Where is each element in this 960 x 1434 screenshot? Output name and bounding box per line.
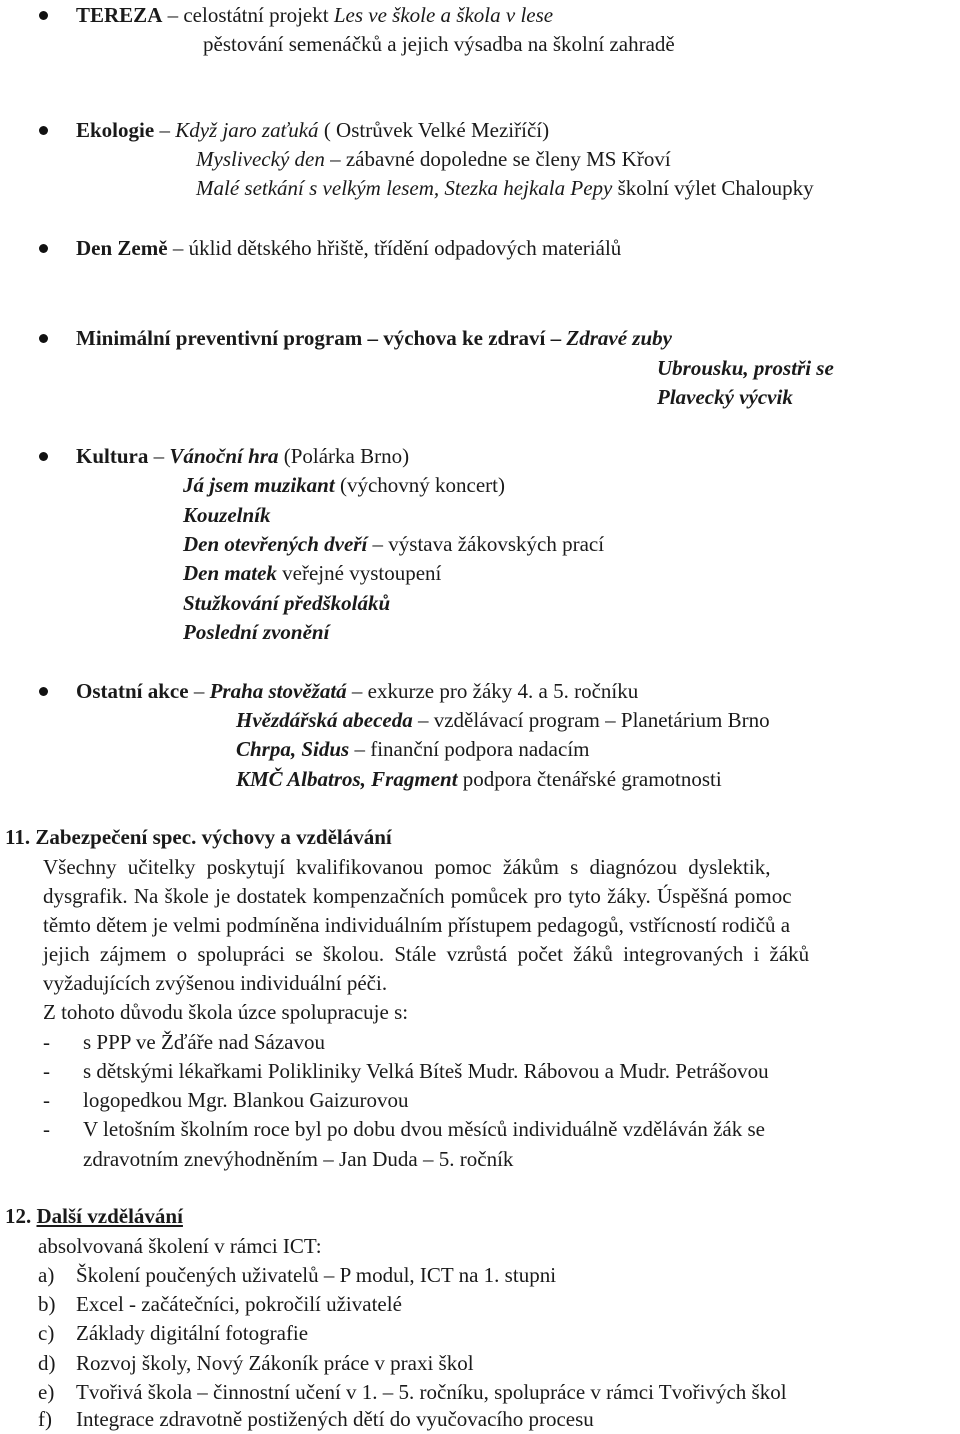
training-label: b) <box>38 1292 56 1316</box>
muzikant-line <box>183 472 505 498</box>
bullet-icon <box>39 11 48 20</box>
plavecky-line: Plavecký výcvik <box>657 385 793 409</box>
bullet-icon <box>39 687 48 696</box>
s11-paragraph-line-3: těmto dětem je velmi podmíněna individuálním přístupem pedagogů, vstřícností rodičů a <box>43 913 791 937</box>
ostatni-akce-title: Ostatní akce <box>76 679 189 703</box>
praha-event: Praha stověžatá <box>209 679 347 703</box>
prevence-title: Minimální preventivní program – výchova ke zdraví – <box>76 326 567 350</box>
tereza-project: Les ve škole a škola v lese <box>333 3 554 27</box>
myslivecky-event: Myslivecký den <box>196 147 325 171</box>
den-zeme-detail: – úklid dětského hřiště, třídění odpadových materiálů <box>167 236 622 260</box>
den-otevrenych-line <box>183 531 604 557</box>
s11-p1: Všechny učitelky poskytují kvalifikovanou pomoc žákům s diagnózou dyslektik, <box>43 855 771 879</box>
tereza-detail: pěstování semenáčků a jejich výsadba na školní zahradě <box>203 32 675 56</box>
den-zeme-title: Den Země <box>76 236 168 260</box>
s11-paragraph-line-5: vyžadujících zvýšenou individuální péči. <box>43 971 388 995</box>
ekologie-event: Když jaro zaťuká <box>175 118 319 142</box>
s11-paragraph-line-2: dysgrafik. Na škole je dostatek kompenzačních pomůcek pro tyto žáky. Úspěšná pomoc <box>43 884 792 908</box>
training-item: Tvořivá škola – činnostní učení v 1. – 5. ročníku, spolupráce v rámci Tvořivých škol <box>76 1380 787 1404</box>
male-setkani-event: Malé setkání s velkým lesem, Stezka hejkala Pepy <box>196 176 613 200</box>
kultura-line: Kultura – Vánoční hra (Polárka Brno) <box>76 444 410 468</box>
dash-marker: - <box>43 1059 50 1083</box>
hvezdarska-line <box>236 707 770 733</box>
ubrousku-line: Ubrousku, prostři se <box>657 356 834 380</box>
bullet-icon <box>39 452 48 461</box>
training-label: f) <box>38 1407 52 1431</box>
chrpa-detail: – finanční podpora nadacím <box>349 737 590 761</box>
training-item: Základy digitální fotografie <box>76 1321 309 1345</box>
den-otevrenych-event: Den otevřených dveří <box>183 532 368 556</box>
kmc-detail: podpora čtenářské gramotnosti <box>457 767 722 791</box>
section-12-title: Další vzdělávání <box>36 1204 183 1228</box>
prevence-line <box>76 325 672 351</box>
kmc-event: KMČ Albatros, Fragment <box>236 767 458 791</box>
training-item: Excel - začátečníci, pokročilí uživatelé <box>76 1292 402 1316</box>
posledni-zvoneni-line: Poslední zvonění <box>183 620 330 644</box>
training-item: Integrace zdravotně postižených dětí do vyučovacího procesu <box>76 1407 594 1431</box>
cooperation-item: s dětskými lékařkami Polikliniky Velká Bíteš Mudr. Rábovou a Mudr. Petrášovou <box>83 1059 769 1083</box>
male-setkani-detail: školní výlet Chaloupky <box>612 176 814 200</box>
den-otevrenych-detail: – výstava žákovských prací <box>367 532 605 556</box>
den-matek-detail: veřejné vystoupení <box>276 561 442 585</box>
bullet-icon <box>39 126 48 135</box>
s11-paragraph-line-6: Z tohoto důvodu škola úzce spolupracuje s: <box>43 1000 409 1024</box>
vanocni-hra: Vánoční hra <box>169 444 279 468</box>
dash-marker: - <box>43 1088 50 1112</box>
myslivecky-line <box>196 146 671 172</box>
bullet-icon <box>39 334 48 343</box>
den-matek-event: Den matek <box>183 561 277 585</box>
training-label: c) <box>38 1321 55 1345</box>
cooperation-item: s PPP ve Žďáře nad Sázavou <box>83 1030 326 1054</box>
zdrave-zuby: Zdravé zuby <box>566 326 672 350</box>
ekologie-title: Ekologie <box>76 118 155 142</box>
training-item: Rozvoj školy, Nový Zákoník práce v praxi škol <box>76 1351 474 1375</box>
dash-marker: - <box>43 1117 50 1141</box>
den-zeme-line <box>76 235 621 261</box>
stuzkovani-line: Stužkování předškoláků <box>183 591 391 615</box>
s11-paragraph-line-4: jejich zájmem o spolupráci se školou. Stále vzrůstá počet žáků integrovaných i žáků <box>43 942 810 966</box>
dash-marker: - <box>43 1030 50 1054</box>
kmc-line <box>236 766 722 792</box>
training-item: Školení poučených uživatelů – P modul, ICT na 1. stupni <box>76 1263 557 1287</box>
hvezdarska-event: Hvězdářská abeceda <box>236 708 413 732</box>
vanocni-hra-detail: (Polárka Brno) <box>278 444 410 468</box>
s12-intro: absolvovaná školení v rámci ICT: <box>38 1234 322 1258</box>
praha-detail: – exkurze pro žáky 4. a 5. ročníku <box>346 679 639 703</box>
den-matek-line <box>183 560 441 586</box>
kultura-title: Kultura <box>76 444 149 468</box>
kouzelnik-line: Kouzelník <box>183 503 271 527</box>
muzikant-event: Já jsem muzikant <box>183 473 335 497</box>
muzikant-detail: (výchovný koncert) <box>334 473 505 497</box>
ekologie-place: ( Ostrůvek Velké Meziříčí) <box>318 118 550 142</box>
ekologie-line: Ekologie – Když jaro zaťuká ( Ostrůvek Velké Meziříčí) <box>76 118 550 142</box>
s11-paragraph-line-1 <box>43 854 955 880</box>
section-11-heading: 11. Zabezpečení spec. výchovy a vzdělávání <box>5 825 392 849</box>
chrpa-event: Chrpa, Sidus <box>236 737 350 761</box>
cooperation-item: logopedkou Mgr. Blankou Gaizurovou <box>83 1088 409 1112</box>
chrpa-line <box>236 736 589 762</box>
cooperation-item: V letošním školním roce byl po dobu dvou měsíců individuálně vzděláván žák se <box>83 1117 765 1141</box>
myslivecky-detail: – zábavné dopoledne se členy MS Křoví <box>324 147 671 171</box>
training-label: e) <box>38 1380 55 1404</box>
bullet-icon <box>39 244 48 253</box>
training-label: d) <box>38 1351 56 1375</box>
cooperation-item-continued: zdravotním znevýhodněním – Jan Duda – 5. ročník <box>83 1147 514 1171</box>
tereza-title: TEREZA <box>76 3 163 27</box>
section-12-number: 12. <box>5 1204 32 1228</box>
male-setkani-line <box>196 175 814 201</box>
tereza-line <box>76 2 553 28</box>
tereza-dash: – celostátní projekt <box>162 3 334 27</box>
training-label: a) <box>38 1263 55 1287</box>
ostatni-akce-line: Ostatní akce – Praha stověžatá – exkurze pro žáky 4. a 5. ročníku <box>76 679 639 703</box>
hvezdarska-detail: – vzdělávací program – Planetárium Brno <box>412 708 770 732</box>
section-12-heading <box>5 1203 183 1229</box>
